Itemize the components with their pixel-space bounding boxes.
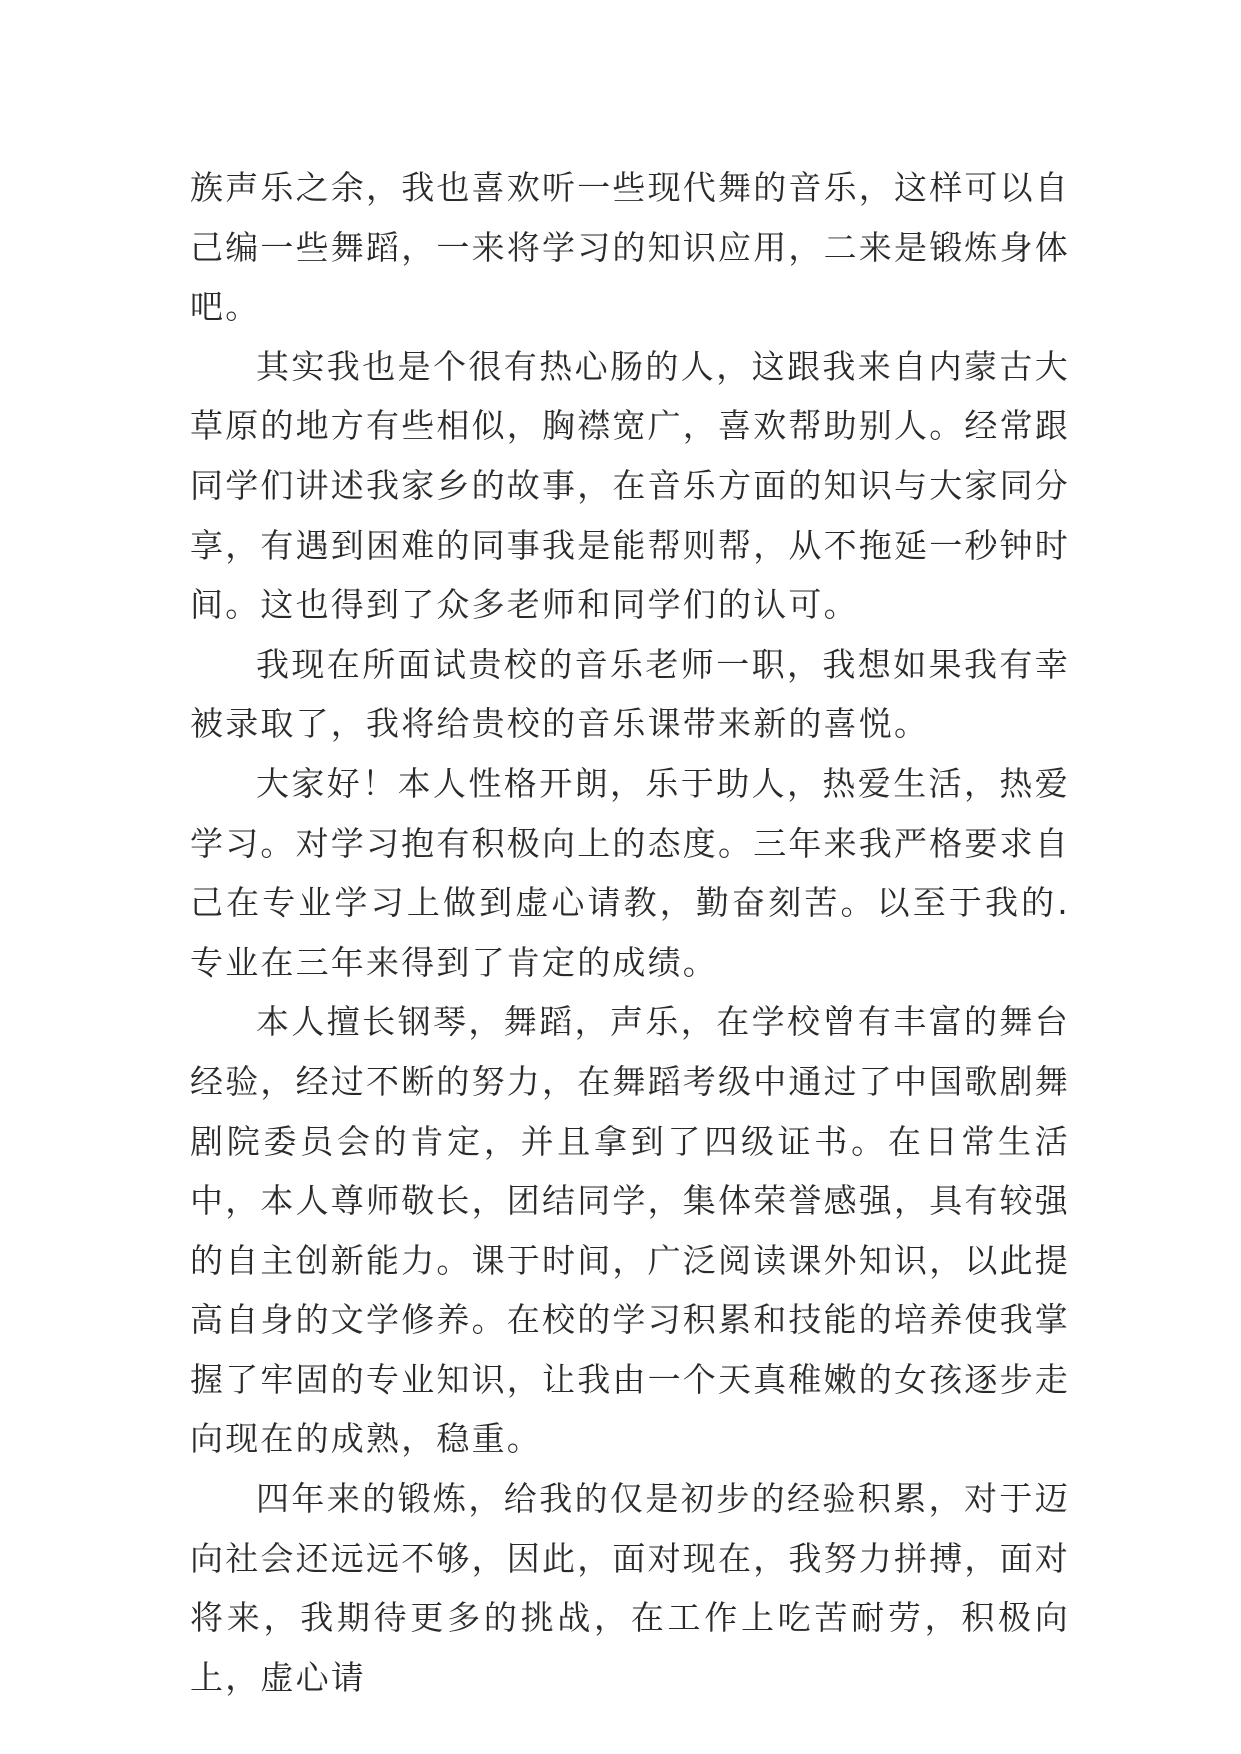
paragraph-3: 我现在所面试贵校的音乐老师一职，我想如果我有幸被录取了，我将给贵校的音乐课带来新的喜悦。: [190, 644, 1070, 744]
paragraph-6: 四年来的锻炼，给我的仅是初步的经验积累，对于迈向社会还远远不够，因此，面对现在，我努力拼搏，面对将来，我期待更多的挑战，在工作上吃苦耐劳，积极向上，虚心请: [190, 1479, 1070, 1697]
paragraph-1: 族声乐之余，我也喜欢听一些现代舞的音乐，这样可以自己编一些舞蹈，一来将学习的知识应用，二来是锻炼身体吧。: [190, 168, 1070, 327]
paragraph-2: 其实我也是个很有热心肠的人，这跟我来自内蒙古大草原的地方有些相似，胸襟宽广，喜欢帮助别人。经常跟同学们讲述我家乡的故事，在音乐方面的知识与大家同分享，有遇到困难的同事我是能帮则帮，从不拖延一秒钟时间。这也得到了众多老师和同学们的认可。: [190, 346, 1070, 625]
paragraph-5: 本人擅长钢琴，舞蹈，声乐，在学校曾有丰富的舞台经验，经过不断的努力，在舞蹈考级中通过了中国歌剧舞剧院委员会的肯定，并且拿到了四级证书。在日常生活中，本人尊师敬长，团结同学，集体荣誉感强，具有较强的自主创新能力。课于时间，广泛阅读课外知识，以此提高自身的文学修养。在校的学习积累和技能的培养使我掌握了牢固的专业知识，让我由一个天真稚嫩的女孩逐步走向现在的成熟，稳重。: [190, 1002, 1070, 1459]
document-body: [190, 158, 1070, 1707]
paragraph-4: 大家好！本人性格开朗，乐于助人，热爱生活，热爱学习。对学习抱有积极向上的态度。三年来我严格要求自己在专业学习上做到虚心请教，勤奋刻苦。以至于我的.专业在三年来得到了肯定的成绩。: [190, 763, 1070, 982]
